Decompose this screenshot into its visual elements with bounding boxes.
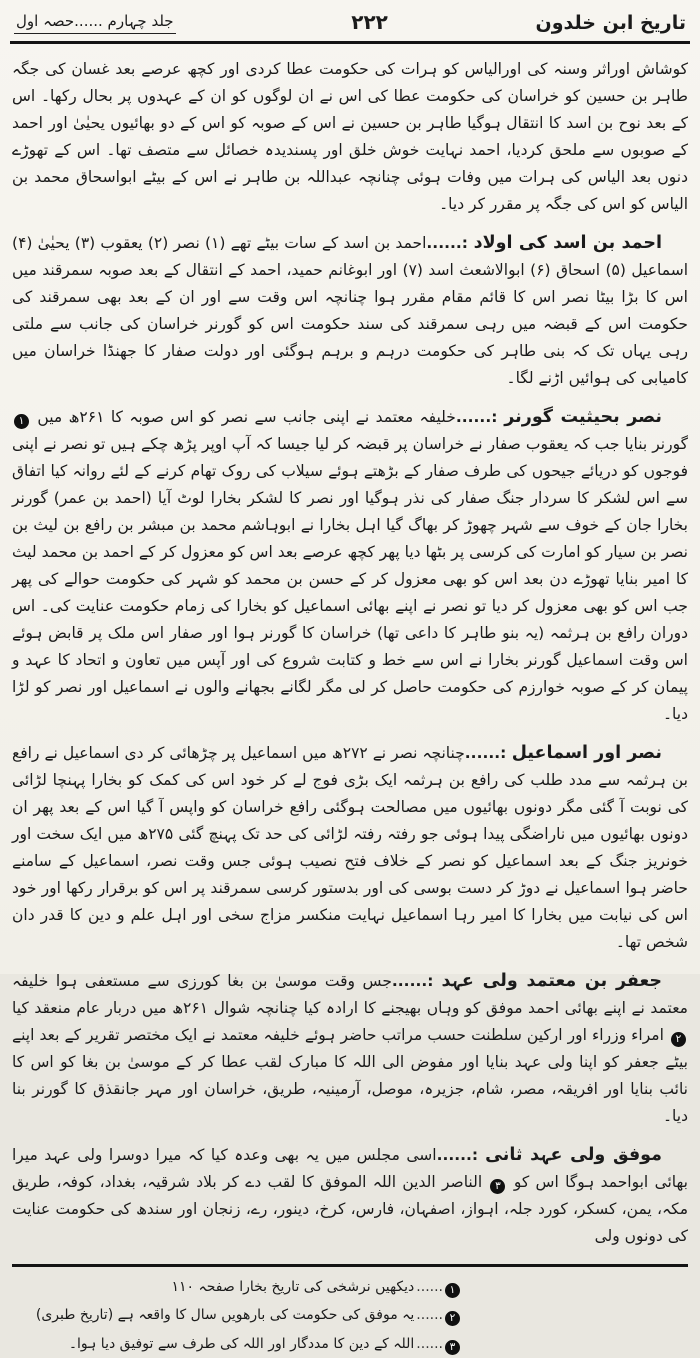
footnote-ref-marker: ۳	[490, 1179, 505, 1194]
footnote-leader-dots: ......	[416, 1279, 443, 1295]
page-header	[10, 6, 690, 41]
page-number: ۲۲۲	[351, 10, 388, 34]
section-text: احمد بن اسد کے سات بیٹے تھے (۱) نصر (۲) یعقوب (۳) یحیٰیٰ (۴) اسماعیل (۵) اسحاق (۶) ابوالاشعث اسد (۷) اور ابوغانم حمید، احمد کے انتقال کے بعد صوبہ سمرقند میں اس کا بڑا بیٹا نصر اس کا قائم مقام مقرر ہوا چنانچہ اس وقت سے اور ان کے بعد بھی سمرقند کی حکومت اس کے قبضہ میں رہی سمرقند کی سند حکومت اس کو گورنر خراسان کی جانب سے ملتی رہی یہاں تک کہ بنی طاہر کی حکومت درہم و برہم ہوگئی اور دولت صفار کا جھنڈا خراسان میں کامیابی کی ہوائیں اڑنے لگا۔	[12, 234, 688, 387]
section-paragraph-3	[12, 740, 688, 956]
section-heading: موفق ولی عہد ثانی	[485, 1145, 662, 1165]
section-text: گورنر بنایا جب کہ یعقوب صفار نے خراسان پر قبضہ کر لیا جیسا کہ آپ اوپر پڑھ چکے ہیں تو نصر نے اپنی فوجوں کو دریائے جیحوں کی طرف صفار کے بڑھتے ہوئے سیلاب کی روک تھام کرنے کے لئے روانہ کیا اتفاق سے اس لشکر کا سردار جنگ صفار کی نذر ہوگیا اور نصر کا لشکر بخارا لوٹ آیا (احمد بن عمر) گورنر بخارا جان کے خوف سے شہر چھوڑ کر بھاگ گیا اہل بخارا نے ابوہاشم محمد بن مبشر بن رافع بن لیث بن نصر بن سیار کو امارت کی کرسی پر بٹھا دیا پھر کچھ عرصے بعد اس کو معزول کر کے احمد بن محمد لیث کا امیر بنایا تھوڑے دن بعد اس کو بھی معزول کر کے حسن بن محمد کو شہر کی حکومت حوالے کی پھر جب اس کو بھی معزول کر دیا تو نصر نے اپنے بھائی اسماعیل کو بخارا کی زمام حکومت عنایت کی۔ اس دوران رافع بن ہرثمہ (یہ بنو طاہر کا داعی تھا) خراسان کا گورنر ہوا اور صفار اس ملک پر قابض ہوئے اس وقت اسماعیل گورنر بخارا نے اس سے خط و کتابت شروع کی اور آپس میں تعاون و اتحاد کا عہد و پیمان کر کے صوبہ خوارزم کی حکومت حاصل کر لی مگر لگانے بجھانے والوں نے اسماعیل اور نصر کو لڑا دیا۔	[12, 435, 688, 723]
section-text: الناصر الدین اللہ الموفق کا لقب دے کر بلاد شرقیہ، بغداد، کوفہ، طریق مکہ، یمن، کسکر، کورد جلہ، اہواز، اصفہان، فارس، کرخ، دینور، رے، زنجان اور سندھ کی حکومت عنایت کی دونوں ولی	[12, 1173, 688, 1245]
section-paragraph-2	[12, 404, 688, 728]
section-text: کوشاش اوراثر وسنہ کی اورالیاس کو ہرات کی حکومت عطا کردی اور کچھ عرصے بعد غسان کی جگہ طاہر بن حسین کو خراسان کی حکومت عطا کی اس نے ان لوگوں کو ان کے عہدوں پر بحال رکھا۔ اس کے بعد نوح بن اسد کا انتقال ہوگیا طاہر بن حسین نے اس کے صوبہ کو اس کے دو بھائیوں یحیٰیٰ اور احمد کے صوبوں سے ملحق کردیا، احمد نہایت خوش خلق اور پسندیدہ خصائل سے متصف تھا۔ اس کے تھوڑے دنوں بعد الیاس کی ہرات میں وفات ہوئی چنانچہ عبداللہ بن طاہر نے اس کے بیٹے ابواسحاق محمد بن الیاس کو اس کی جگہ پر مقرر کر دیا۔	[12, 60, 688, 213]
heading-separator: :......	[437, 1146, 486, 1164]
section-text: خلیفہ معتمد نے اپنی جانب سے نصر کو اس صوبہ کا ۲۶۱ھ میں	[31, 408, 456, 426]
volume-label: جلد چہارم ......حصہ اول	[14, 12, 176, 34]
section-heading: جعفر بن معتمد ولی عہد	[442, 971, 662, 991]
section-paragraph-1	[12, 230, 688, 392]
section-heading: احمد بن اسد کی اولاد	[474, 233, 662, 253]
footnote-leader-dots: ......	[416, 1307, 443, 1323]
footnote-separator-rule	[12, 1264, 688, 1267]
footnotes-block	[16, 1273, 462, 1358]
body-text	[10, 56, 690, 1250]
footnote-ref-marker: ۲	[671, 1032, 686, 1047]
book-title: تاریخ ابن خلدون	[536, 12, 686, 34]
footnote-leader-dots: ......	[416, 1336, 443, 1352]
section-text: اسی مجلس میں یہ بھی وعدہ کیا کہ میرا دوسرا ولی عہد میرا بھائی ابواحمد ہوگا اس کو	[12, 1146, 688, 1191]
footnote-text: دیکھیں نرشخی کی تاریخ بخارا صفحہ ۱۱۰	[172, 1279, 417, 1295]
footnote-text: یہ موفق کی حکومت کی بارھویں سال کا واقعہ ہے (تاریخ طبری)	[36, 1307, 416, 1323]
footnote-1	[16, 1273, 462, 1302]
footnote-ref-marker: ۱	[14, 414, 29, 429]
heading-separator: :......	[465, 744, 512, 762]
footnote-number-icon: ۳	[445, 1340, 460, 1355]
section-text: چنانچہ نصر نے ۲۷۲ھ میں اسماعیل پر چڑھائی کر دی اسماعیل نے رافع بن ہرثمہ سے مدد طلب کی رافع بن ہرثمہ ایک بڑی فوج لے کر خود اس کی کمک کو بخارا پہنچا لڑائی کی نوبت آ گئی مگر دونوں بھائیوں میں مصالحت ہوگئی رافع خراسان کو واپس آ گیا اس کے بعد پھر ان دونوں بھائیوں میں ناراضگی پیدا ہوئی جو رفتہ رفتہ لڑائی کی حد تک پہنچ گئی ۲۷۵ھ میں ایک سخت اور خونریز جنگ کے بعد اسماعیل کو نصر کے خلاف فتح نصیب ہوئی جس وقت نصر، اسماعیل کے سامنے حاضر ہوا اسماعیل نے دوڑ کر دست بوسی کی اور بدستور کرسی سمرقند پر اس کو برقرار رکھا اور خود اس کی نیابت میں بخارا کا امیر رہا اسماعیل نہایت منکسر مزاج سخی اور اہل علم و دین کا قدر دان شخص تھا۔	[12, 744, 688, 951]
section-heading: نصر بحیثیت گورنر	[504, 407, 662, 427]
section-paragraph-4	[12, 968, 688, 1130]
heading-separator: :......	[456, 408, 504, 426]
section-text: جس وقت موسیٰ بن بغا کورزی سے مستعفی ہوا خلیفہ معتمد نے اپنے بھائی احمد موفق کو وہاں بھیجنے کا ارادہ کیا چنانچہ شوال ۲۶۱ھ میں دربار عام منعقد کیا	[12, 972, 688, 1017]
section-text: امراء وزراء اور ارکین سلطنت حسب مراتب حاضر ہوئے خلیفہ معتمد نے ایک مختصر تقریر کے بعد اپنے بیٹے جعفر کو اپنا ولی عہد بنایا اور مفوض الی اللہ کا مبارک لقب عطا کر کے موسیٰ بن بغا کو اس کا نائب بنایا اور افریقہ، مصر، شام، جزیرہ، موصل، آرمینیہ، طریق، خراسان اور مہر جانقذق کا گورنر بنا دیا۔	[12, 1026, 688, 1125]
footnote-2	[16, 1301, 462, 1330]
section-paragraph-5	[12, 1142, 688, 1250]
footnote-number-icon: ۲	[445, 1311, 460, 1326]
section-heading: نصر اور اسماعیل	[512, 743, 662, 763]
footnote-3	[16, 1330, 462, 1358]
header-rule	[10, 41, 690, 44]
footnote-text: اللہ کے دین کا مددگار اور اللہ کی طرف سے توفیق دیا ہوا۔	[69, 1336, 416, 1352]
footnote-number-icon: ۱	[445, 1283, 460, 1298]
heading-separator: :......	[426, 234, 473, 252]
heading-separator: :......	[392, 972, 442, 990]
section-paragraph-0	[12, 56, 688, 218]
